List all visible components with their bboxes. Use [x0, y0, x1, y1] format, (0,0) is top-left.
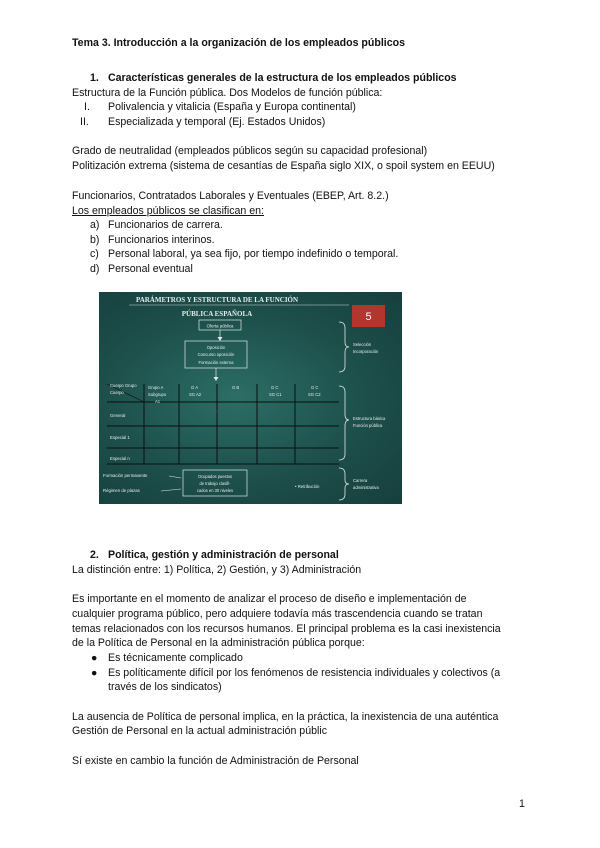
paragraph-line-3: temas relacionados con los recursos humanos. El principal problema es la casi inexistencia [72, 623, 501, 635]
ocupados-label-3: cados en 30 niveles [196, 488, 234, 493]
ausencia-line-2: Gestión de Personal en la actual administración públic [72, 725, 327, 737]
bullet-2-text-line-2: través de los sindicatos) [108, 681, 222, 693]
slide-title-line-1: PARÁMETROS Y ESTRUCTURA DE LA FUNCIÓN [135, 296, 299, 304]
col-gc2-label-2: SG C2 [308, 392, 321, 397]
slide-diagram [99, 292, 402, 504]
bullet-2-text-line-1: Es políticamente difícil por los fenómenos de resistencia individuales y colectivos (a [108, 667, 501, 679]
bullet-1-text: Es técnicamente complicado [108, 652, 243, 664]
list-item-a-number: a) [90, 219, 100, 231]
list-item-d-text: Personal eventual [108, 263, 193, 275]
slide-number: 5 [365, 311, 372, 323]
bullet-1-icon: ● [91, 652, 98, 664]
section-2-heading: Política, gestión y administración de personal [108, 549, 339, 561]
paragraph-line-4: de la Política de Personal en la administración pública porque: [72, 637, 365, 649]
col-gc1-label-1: G C [271, 385, 279, 390]
ocupados-label-1: Ocupados puestos [197, 474, 233, 479]
list-item-d-number: d) [90, 263, 100, 275]
document-title: Tema 3. Introducción a la organización de los empleados públicos [72, 37, 405, 49]
model-2-text: Especializada y temporal (Ej. Estados Unidos) [108, 116, 326, 128]
model-1-text: Polivalencia y vitalicia (España y Europa continental) [108, 101, 356, 113]
neutralidad-text: Grado de neutralidad (empleados públicos según su capacidad profesional) [72, 145, 428, 157]
row-especial-1-label: Especial 1 [110, 435, 130, 440]
oferta-label: Oferta pública [206, 323, 234, 329]
ausencia-line-1: La ausencia de Política de personal implica, en la práctica, la inexistencia de una auténtica [72, 711, 499, 723]
formacion-label: Formación permanente [103, 473, 148, 478]
col-gc2-label-1: G C [311, 385, 319, 390]
col-ga-label-1: G A [191, 385, 198, 390]
estructura-label-2: Función pública [353, 423, 383, 428]
grupo-a-label-1: Grupo A [148, 385, 164, 390]
section-1-intro: Estructura de la Función pública. Dos Modelos de función pública: [72, 87, 383, 99]
col-ga-label-2: SG A2 [189, 392, 202, 397]
regimen-label: Régimen de plazas [103, 488, 140, 493]
list-item-b-text: Funcionarios interinos. [108, 234, 215, 246]
selection-label-1: Selección [353, 342, 372, 347]
existe-text: Sí existe en cambio la función de Administración de Personal [72, 755, 359, 767]
col-left-label-1: Cuerpo Grupo [110, 383, 137, 388]
list-item-b-number: b) [90, 234, 100, 246]
col-gb-label: G B [232, 385, 240, 390]
ocupados-label-2: de trabajo clasifi- [199, 481, 231, 486]
model-1-number: I. [84, 101, 90, 113]
grupo-a-label-3: A1 [155, 399, 161, 404]
paragraph-line-1: Es importante en el momento de analizar el proceso de diseño e implementación de [72, 593, 467, 605]
grupo-a-label-2: Subgrupo [148, 392, 167, 397]
section-1-heading: Características generales de la estructura de los empleados públicos [108, 72, 457, 84]
carrera-label-2: administrativa [353, 485, 379, 490]
carrera-label-1: Carrera [353, 478, 368, 483]
list-item-c-number: c) [90, 248, 99, 260]
retribucion-label: • Retribución [295, 484, 320, 489]
politizacion-text: Politización extrema (sistema de cesantías de España siglo XIX, o spoil system en EEUU) [72, 160, 495, 172]
section-2-number: 2. [90, 549, 99, 561]
oposicion-label-3: Formación externa [198, 360, 234, 365]
bullet-2-icon: ● [91, 667, 98, 679]
section-1-number: 1. [90, 72, 99, 84]
oposicion-label-2: Concurso oposición [197, 352, 235, 357]
structure-slide-image [99, 292, 402, 504]
model-2-number: II. [80, 116, 89, 128]
paragraph-line-2: cualquier programa público, pero adquiere todavía más trascendencia cuando se tratan [72, 608, 483, 620]
row-especial-n-label: Especial n [110, 456, 130, 461]
list-item-c-text: Personal laboral, ya sea fijo, por tiempo indefinido o temporal. [108, 248, 399, 260]
slide-title-line-2: PÚBLICA ESPAÑOLA [181, 310, 253, 318]
list-item-a-text: Funcionarios de carrera. [108, 219, 223, 231]
tipos-text: Funcionarios, Contratados Laborales y Eventuales (EBEP, Art. 8.2.) [72, 190, 389, 202]
col-gc1-label-2: SG C1 [269, 392, 282, 397]
col-left-label-2: Cuerpo [110, 390, 124, 395]
distincion-text: La distinción entre: 1) Política, 2) Gestión, y 3) Administración [72, 564, 362, 576]
page-number: 1 [519, 798, 525, 810]
oposicion-label-1: Oposición [206, 345, 226, 350]
selection-label-2: Incorporación [353, 349, 379, 354]
clasifican-text: Los empleados públicos se clasifican en: [72, 205, 264, 217]
row-general-label: General [110, 413, 126, 418]
estructura-label-1: Estructura básica [353, 416, 386, 421]
